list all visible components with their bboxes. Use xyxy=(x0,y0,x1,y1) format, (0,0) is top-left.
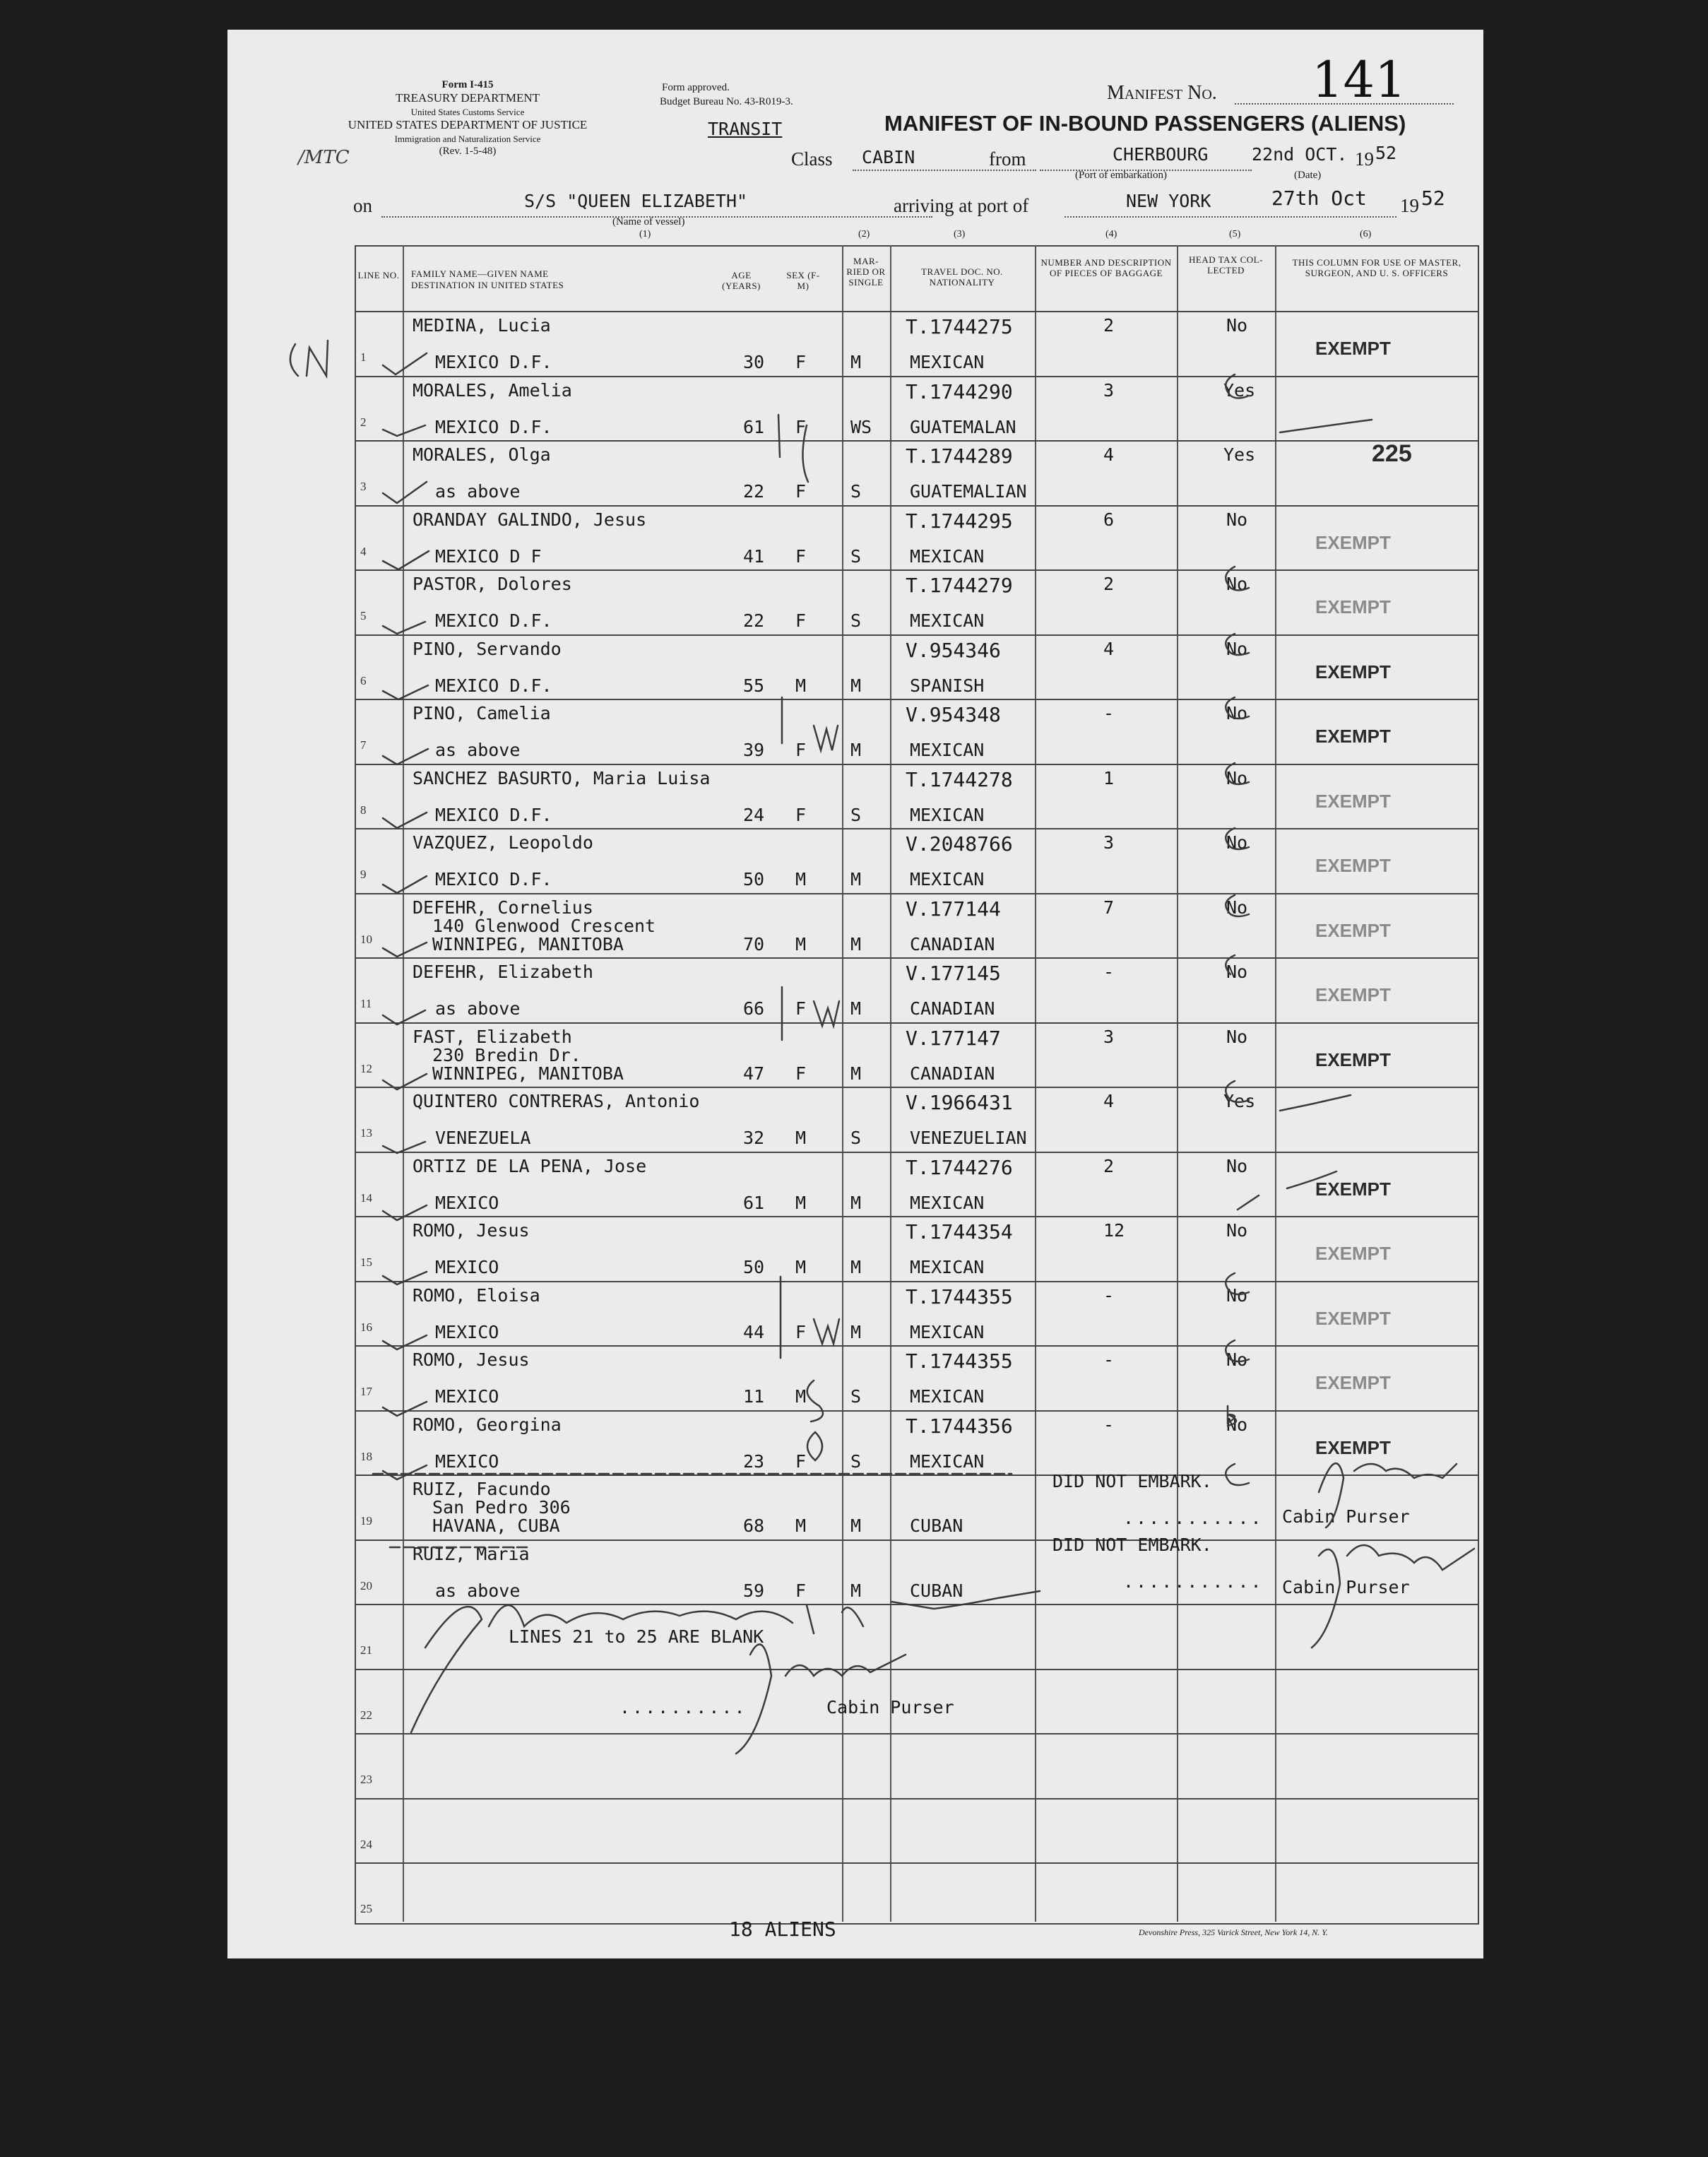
passenger-age: 50 xyxy=(743,869,765,890)
head-tax: Yes xyxy=(1223,444,1256,465)
col-header-age: AGE (YEARS) xyxy=(722,270,761,291)
manifest-title: MANIFEST OF IN-BOUND PASSENGERS (ALIENS) xyxy=(884,111,1406,136)
passenger-sex: F xyxy=(795,352,807,372)
passenger-marital: S xyxy=(850,481,862,502)
passenger-destination: MEXICO D.F. xyxy=(435,416,552,437)
passenger-destination: WINNIPEG, MANITOBA xyxy=(432,933,624,955)
passenger-age: 61 xyxy=(743,1192,765,1213)
line-number: 24 xyxy=(360,1837,372,1851)
strike-through xyxy=(373,1474,1012,1547)
passenger-destination: MEXICO xyxy=(435,1192,499,1213)
passenger-sex: M xyxy=(795,869,807,890)
line-number: 5 xyxy=(360,609,367,622)
nationality: MEXICAN xyxy=(910,1321,985,1342)
col-header-name: FAMILY NAME—GIVEN NAME xyxy=(411,268,549,279)
cabin-purser-1: Cabin Purser xyxy=(1282,1506,1410,1527)
head-tax: No xyxy=(1226,832,1248,853)
passenger-marital: M xyxy=(850,740,862,760)
head-tax: No xyxy=(1226,1284,1248,1306)
nationality: CANADIAN xyxy=(910,1063,995,1084)
passenger-age: 23 xyxy=(743,1450,765,1472)
head-tax: No xyxy=(1226,1349,1248,1370)
tax-dashes xyxy=(1238,420,1372,1210)
passenger-name: DEFEHR, Elizabeth xyxy=(413,962,593,982)
passenger-destination: as above xyxy=(435,1580,521,1601)
departure-year-prefix: 19 xyxy=(1355,148,1374,170)
passenger-name: MORALES, Olga xyxy=(413,444,551,465)
exempt-stamp: EXEMPT xyxy=(1315,596,1391,617)
exempt-stamp: EXEMPT xyxy=(1315,1372,1391,1393)
baggage-count: 3 xyxy=(1103,379,1115,401)
passenger-sex: M xyxy=(795,1386,807,1407)
passenger-marital: M xyxy=(850,675,862,696)
passenger-sex: F xyxy=(795,998,807,1019)
head-tax: Yes xyxy=(1223,379,1256,401)
purser-dots-1: ........... xyxy=(1123,1508,1264,1528)
nationality: MEXICAN xyxy=(910,1450,985,1472)
passenger-sex: F xyxy=(795,1450,807,1472)
passenger-sex: M xyxy=(795,675,807,696)
col6-caption: (6) xyxy=(1360,229,1372,240)
passenger-marital: M xyxy=(850,1192,862,1213)
head-tax: No xyxy=(1226,1155,1248,1176)
passenger-destination: MEXICO xyxy=(435,1450,499,1472)
baggage-count: 4 xyxy=(1103,444,1115,465)
col3-caption: (3) xyxy=(954,229,966,240)
passenger-age: 50 xyxy=(743,1257,765,1277)
mtc-note: /MTC xyxy=(298,147,350,168)
line-number: 4 xyxy=(360,544,367,558)
nationality: MEXICAN xyxy=(910,1386,985,1407)
passenger-destination: VENEZUELA xyxy=(435,1128,531,1148)
officer-fee: 225 xyxy=(1372,440,1412,467)
passenger-name: MORALES, Amelia xyxy=(413,379,572,401)
passenger-destination: MEXICO D.F. xyxy=(435,869,552,890)
passenger-sex: F xyxy=(795,481,807,502)
line-number: 12 xyxy=(360,1061,372,1075)
passenger-name: ORANDAY GALINDO, Jesus xyxy=(413,509,647,530)
passenger-name: SANCHEZ BASURTO, Maria Luisa xyxy=(413,767,711,788)
passenger-name: VAZQUEZ, Leopoldo xyxy=(413,832,593,853)
line-number: 18 xyxy=(360,1449,372,1463)
exempt-stamp: EXEMPT xyxy=(1315,919,1391,941)
from-value: CHERBOURG xyxy=(1113,144,1209,165)
line-number: 3 xyxy=(360,480,367,493)
head-tax: No xyxy=(1226,703,1248,723)
passenger-destination: HAVANA, CUBA xyxy=(432,1515,560,1536)
ins-service: Immigration and Naturalization Service xyxy=(394,134,541,144)
passenger-destination: MEXICO D.F. xyxy=(435,675,552,696)
passenger-destination: MEXICO D.F. xyxy=(435,610,552,631)
baggage-count: 3 xyxy=(1103,832,1115,853)
passenger-name: ROMO, Jesus xyxy=(413,1349,530,1370)
purser-signature-2 xyxy=(1312,1545,1474,1648)
travel-doc-number: T.1744355 xyxy=(906,1284,1013,1308)
purser-signature-3 xyxy=(736,1644,906,1754)
head-tax: No xyxy=(1226,1220,1248,1241)
baggage-count: 12 xyxy=(1103,1220,1125,1241)
line-number: 8 xyxy=(360,803,367,817)
line-number: 17 xyxy=(360,1385,372,1398)
class-value: CABIN xyxy=(862,147,915,167)
did-not-embark-1: DID NOT EMBARK. xyxy=(1052,1471,1212,1491)
line-number: 11 xyxy=(360,997,372,1010)
head-tax: No xyxy=(1226,1026,1248,1047)
head-tax: No xyxy=(1226,315,1248,336)
passenger-sex: M xyxy=(795,1257,807,1277)
passenger-marital: WS xyxy=(850,416,872,437)
nationality: CANADIAN xyxy=(910,933,995,955)
passenger-name: PINO, Camelia xyxy=(413,703,551,723)
col-header-sex: SEX (F-M) xyxy=(786,270,820,291)
baggage-count: 3 xyxy=(1103,1026,1115,1047)
passenger-age: 41 xyxy=(743,545,765,567)
passenger-address: 140 Glenwood Crescent xyxy=(432,915,656,936)
passenger-age: 30 xyxy=(743,352,765,372)
passenger-sex: M xyxy=(795,933,807,955)
line-number: 13 xyxy=(360,1126,372,1140)
nationality: MEXICAN xyxy=(910,1192,985,1213)
customs-service: United States Customs Service xyxy=(410,107,525,117)
col5-caption: (5) xyxy=(1229,229,1241,240)
passenger-marital: M xyxy=(850,998,862,1019)
passenger-sex: M xyxy=(795,1192,807,1213)
baggage-count: 7 xyxy=(1103,897,1115,918)
nationality: CUBAN xyxy=(910,1580,963,1601)
passenger-name: RUIZ, Maria xyxy=(413,1543,530,1564)
exempt-stamp: EXEMPT xyxy=(1315,1243,1391,1264)
arrival-port: NEW YORK xyxy=(1126,191,1211,211)
passenger-destination: WINNIPEG, MANITOBA xyxy=(432,1063,624,1084)
col-header-baggage: NUMBER AND DESCRIPTION OF PIECES OF BAGGAGE xyxy=(1040,257,1172,278)
line-number: 25 xyxy=(360,1902,372,1915)
passenger-age: 11 xyxy=(743,1386,765,1407)
passenger-name: ORTIZ DE LA PENA, Jose xyxy=(413,1155,647,1176)
passenger-marital: M xyxy=(850,1321,862,1342)
passenger-age: 39 xyxy=(743,740,765,760)
travel-doc-number: V.177145 xyxy=(906,962,1001,985)
manifest-sheet xyxy=(227,30,1483,1958)
cabin-purser-2: Cabin Purser xyxy=(1282,1577,1410,1597)
travel-doc-number: V.2048766 xyxy=(906,832,1013,856)
line-number: 7 xyxy=(360,738,367,752)
nationality: GUATEMALAN xyxy=(910,416,1016,437)
baggage-count: - xyxy=(1103,1414,1115,1435)
passenger-marital: S xyxy=(850,610,862,631)
cabin-purser-3: Cabin Purser xyxy=(826,1697,954,1718)
col-header-line-no: LINE NO. xyxy=(357,270,400,280)
col-header-officers: THIS COLUMN FOR USE OF MASTER, SURGEON, AND U. S. OFFICERS xyxy=(1292,257,1461,278)
c-marks xyxy=(1226,374,1249,1485)
nationality: SPANISH xyxy=(910,675,985,696)
passenger-sex: F xyxy=(795,610,807,631)
alien-count: 18 ALIENS xyxy=(729,1917,836,1941)
travel-doc-number: T.1744295 xyxy=(906,509,1013,533)
line-number: 19 xyxy=(360,1514,372,1527)
travel-doc-number: V.177144 xyxy=(906,897,1001,921)
passenger-age: 70 xyxy=(743,933,765,955)
departure-date: 22nd OCT. xyxy=(1252,144,1348,165)
passenger-destination: MEXICO D.F. xyxy=(435,804,552,825)
travel-doc-number: V.177147 xyxy=(906,1026,1001,1050)
travel-doc-number: T.1744278 xyxy=(906,767,1013,791)
passenger-name: QUINTERO CONTRERAS, Antonio xyxy=(413,1091,700,1111)
baggage-count: - xyxy=(1103,1349,1115,1370)
head-tax: No xyxy=(1226,962,1248,982)
travel-doc-number: T.1744279 xyxy=(906,574,1013,597)
travel-doc-number: T.1744290 xyxy=(906,379,1013,403)
travel-doc-number: T.1744356 xyxy=(906,1414,1013,1438)
vessel-name: S/S "QUEEN ELIZABETH" xyxy=(524,191,748,211)
passenger-destination: MEXICO D.F. xyxy=(435,352,552,372)
head-tax: No xyxy=(1226,1414,1248,1435)
travel-doc-number: T.1744354 xyxy=(906,1220,1013,1243)
line-number: 10 xyxy=(360,932,372,946)
passenger-age: 22 xyxy=(743,481,765,502)
exempt-stamp: EXEMPT xyxy=(1315,1048,1391,1070)
exempt-stamp: EXEMPT xyxy=(1315,1307,1391,1329)
passenger-destination: MEXICO xyxy=(435,1386,499,1407)
baggage-count: 4 xyxy=(1103,638,1115,659)
baggage-count: 2 xyxy=(1103,574,1115,594)
baggage-count: - xyxy=(1103,703,1115,723)
arriving-label: arriving at port of xyxy=(894,195,1029,216)
justice-dept: UNITED STATES DEPARTMENT OF JUSTICE xyxy=(348,118,588,131)
passenger-destination: MEXICO xyxy=(435,1257,499,1277)
passenger-sex: F xyxy=(795,804,807,825)
form-approved: Form approved. xyxy=(662,82,730,93)
nationality: MEXICAN xyxy=(910,352,985,372)
form-number: Form I-415 xyxy=(441,79,494,90)
exempt-stamp: EXEMPT xyxy=(1315,531,1391,553)
exempt-stamp: EXEMPT xyxy=(1315,790,1391,812)
line-number: 21 xyxy=(360,1643,372,1657)
passenger-marital: M xyxy=(850,1063,862,1084)
blank-lines-note: LINES 21 to 25 ARE BLANK xyxy=(509,1626,764,1647)
manifest-no-label: Manifest No. xyxy=(1107,82,1217,104)
line-number: 23 xyxy=(360,1773,372,1786)
handwritten-marks xyxy=(227,30,1483,1958)
col-header-head-tax: HEAD TAX COL-LECTED xyxy=(1189,254,1263,276)
passenger-name: MEDINA, Lucia xyxy=(413,315,551,336)
widow-mark xyxy=(778,415,839,1460)
nationality: CANADIAN xyxy=(910,998,995,1019)
exempt-stamp: EXEMPT xyxy=(1315,661,1391,682)
col-header-destination: DESTINATION IN UNITED STATES xyxy=(411,280,564,290)
line-number: 2 xyxy=(360,415,367,429)
passenger-name: ROMO, Georgina xyxy=(413,1414,562,1435)
passenger-age: 32 xyxy=(743,1128,765,1148)
travel-doc-number: T.1744355 xyxy=(906,1349,1013,1373)
passenger-marital: M xyxy=(850,1257,862,1277)
passenger-sex: F xyxy=(795,740,807,760)
baggage-count: - xyxy=(1103,962,1115,982)
baggage-count: 4 xyxy=(1103,1091,1115,1111)
arrival-year: 52 xyxy=(1421,187,1445,210)
passenger-name: PASTOR, Dolores xyxy=(413,574,572,594)
line-number: 15 xyxy=(360,1255,372,1269)
passenger-sex: M xyxy=(795,1515,807,1536)
manifest-number: 141 xyxy=(1312,51,1406,109)
passenger-sex: F xyxy=(795,1063,807,1084)
head-tax: No xyxy=(1226,638,1248,659)
col4-caption: (4) xyxy=(1105,229,1117,240)
on-label: on xyxy=(353,195,372,216)
transit-label: TRANSIT xyxy=(708,119,783,139)
did-not-embark-2: DID NOT EMBARK. xyxy=(1052,1535,1212,1555)
nationality: MEXICAN xyxy=(910,1257,985,1277)
departure-year: 52 xyxy=(1375,143,1397,163)
passenger-sex: M xyxy=(795,1128,807,1148)
passenger-name: RUIZ, Facundo xyxy=(413,1479,551,1499)
passenger-age: 24 xyxy=(743,804,765,825)
head-tax: No xyxy=(1226,574,1248,594)
passenger-name: PINO, Servando xyxy=(413,638,562,659)
line-number: 9 xyxy=(360,868,367,881)
port-embark-caption: (Port of embarkation) xyxy=(1075,170,1167,181)
col2-caption: (2) xyxy=(858,229,870,240)
passenger-age: 61 xyxy=(743,416,765,437)
travel-doc-number: T.1744276 xyxy=(906,1155,1013,1179)
passenger-sex: F xyxy=(795,416,807,437)
passenger-destination: as above xyxy=(435,481,521,502)
passenger-address: San Pedro 306 xyxy=(432,1497,571,1518)
passenger-age: 55 xyxy=(743,675,765,696)
budget-bureau: Budget Bureau No. 43-R019-3. xyxy=(660,96,793,107)
passenger-marital: S xyxy=(850,1128,862,1148)
head-tax: Yes xyxy=(1223,1091,1256,1111)
arrival-year-prefix: 19 xyxy=(1400,195,1419,216)
passenger-marital: M xyxy=(850,352,862,372)
passenger-marital: M xyxy=(850,1515,862,1536)
nationality: VENEZUELIAN xyxy=(910,1128,1027,1148)
col-header-married: MAR-RIED OR SINGLE xyxy=(846,256,886,288)
passenger-name: DEFEHR, Cornelius xyxy=(413,897,593,918)
passenger-age: 66 xyxy=(743,998,765,1019)
head-tax: No xyxy=(1226,509,1248,530)
passenger-address: 230 Bredin Dr. xyxy=(432,1044,581,1065)
passenger-marital: M xyxy=(850,933,862,955)
line-number: 16 xyxy=(360,1320,372,1334)
nationality: MEXICAN xyxy=(910,869,985,890)
officer-signature xyxy=(411,1591,1040,1732)
line-number: 22 xyxy=(360,1708,372,1722)
exempt-stamp: EXEMPT xyxy=(1315,1178,1391,1200)
exempt-stamp: EXEMPT xyxy=(1315,855,1391,876)
treasury-dept: TREASURY DEPARTMENT xyxy=(395,91,540,105)
arrival-date: 27th Oct xyxy=(1271,187,1367,210)
exempt-stamp: EXEMPT xyxy=(1315,1436,1391,1458)
passenger-marital: M xyxy=(850,1580,862,1601)
passenger-sex: F xyxy=(795,1580,807,1601)
exempt-stamp: EXEMPT xyxy=(1315,726,1391,747)
purser-signature-1 xyxy=(1319,1463,1457,1527)
passenger-age: 59 xyxy=(743,1580,765,1601)
travel-doc-number: T.1744275 xyxy=(906,315,1013,338)
passenger-name: ROMO, Jesus xyxy=(413,1220,530,1241)
line-number: 1 xyxy=(360,350,367,364)
passenger-marital: S xyxy=(850,804,862,825)
cn-annotation xyxy=(290,341,328,376)
vessel-caption: (Name of vessel) xyxy=(612,216,685,227)
purser-dots-3: .......... xyxy=(619,1697,747,1718)
passenger-age: 44 xyxy=(743,1321,765,1342)
nationality: MEXICAN xyxy=(910,610,985,631)
nationality: MEXICAN xyxy=(910,740,985,760)
passenger-marital: M xyxy=(850,869,862,890)
passenger-destination: as above xyxy=(435,740,521,760)
line-number: 14 xyxy=(360,1190,372,1205)
col1-caption: (1) xyxy=(639,229,651,240)
passenger-sex: F xyxy=(795,545,807,567)
baggage-count: - xyxy=(1103,1284,1115,1306)
passenger-destination: MEXICO xyxy=(435,1321,499,1342)
travel-doc-number: V.954348 xyxy=(906,703,1001,726)
baggage-count: 6 xyxy=(1103,509,1115,530)
passenger-name: ROMO, Eloisa xyxy=(413,1284,540,1306)
col-header-travel-doc: TRAVEL DOC. NO. NATIONALITY xyxy=(921,266,1003,288)
travel-doc-number: T.1744289 xyxy=(906,444,1013,468)
travel-doc-number: V.1966431 xyxy=(906,1091,1013,1114)
passenger-age: 68 xyxy=(743,1515,765,1536)
passenger-destination: MEXICO D F xyxy=(435,545,542,567)
purser-dots-2: ........... xyxy=(1123,1571,1264,1592)
nationality: GUATEMALIAN xyxy=(910,481,1027,502)
passenger-name: FAST, Elizabeth xyxy=(413,1026,572,1047)
check-marks xyxy=(383,353,429,1479)
baggage-count: 1 xyxy=(1103,767,1115,788)
printer-imprint: Devonshire Press, 325 Varick Street, New York 14, N. Y. xyxy=(1139,1927,1328,1937)
line-number: 6 xyxy=(360,673,367,687)
exempt-stamp: EXEMPT xyxy=(1315,984,1391,1005)
passenger-marital: S xyxy=(850,1386,862,1407)
nationality: MEXICAN xyxy=(910,545,985,567)
passenger-age: 22 xyxy=(743,610,765,631)
class-label: Class xyxy=(791,148,833,170)
passenger-marital: S xyxy=(850,545,862,567)
nationality: CUBAN xyxy=(910,1515,963,1536)
line-number: 20 xyxy=(360,1578,372,1592)
baggage-count: 2 xyxy=(1103,1155,1115,1176)
passenger-marital: S xyxy=(850,1450,862,1472)
head-tax: No xyxy=(1226,767,1248,788)
exempt-stamp: EXEMPT xyxy=(1315,338,1391,359)
passenger-age: 47 xyxy=(743,1063,765,1084)
from-label: from xyxy=(989,148,1026,170)
nationality: MEXICAN xyxy=(910,804,985,825)
passenger-destination: as above xyxy=(435,998,521,1019)
passenger-sex: F xyxy=(795,1321,807,1342)
date-caption: (Date) xyxy=(1294,170,1322,181)
baggage-count: 2 xyxy=(1103,315,1115,336)
revision: (Rev. 1-5-48) xyxy=(439,146,497,157)
travel-doc-number: V.954346 xyxy=(906,638,1001,662)
head-tax: No xyxy=(1226,897,1248,918)
